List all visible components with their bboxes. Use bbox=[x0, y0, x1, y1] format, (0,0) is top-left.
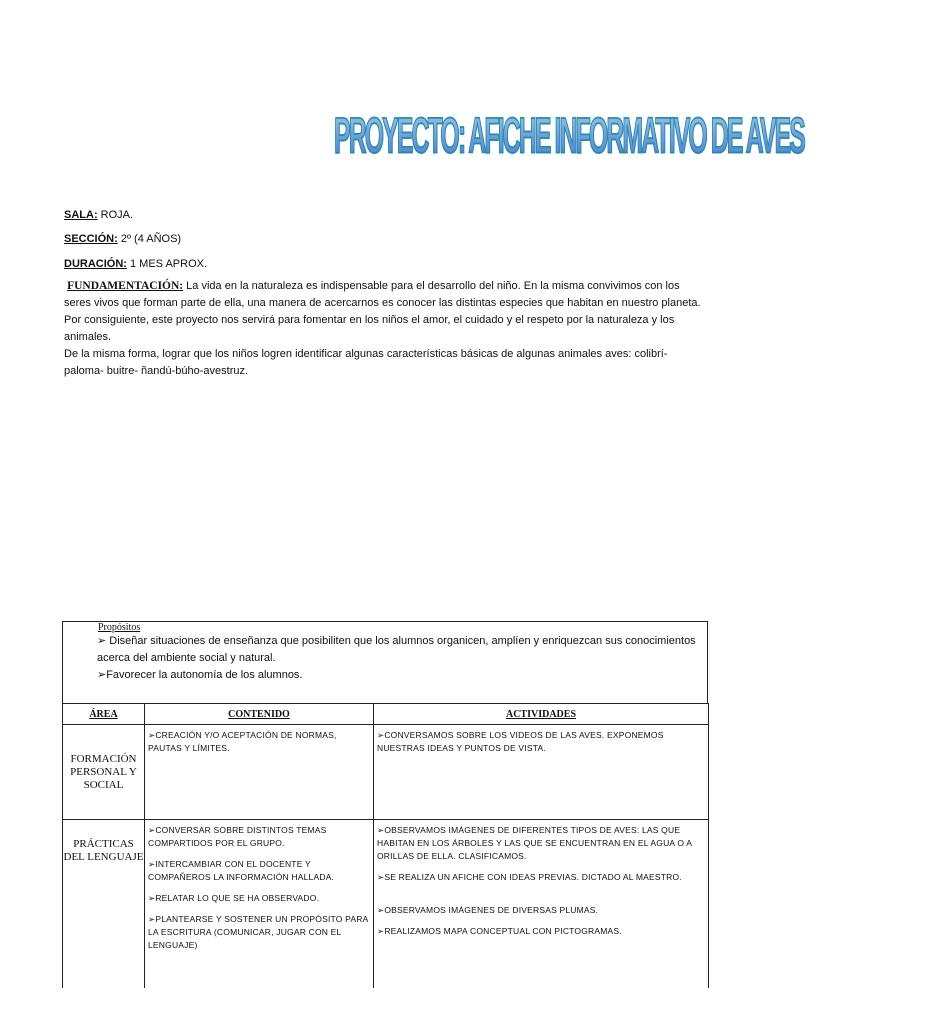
seccion-value: 2º (4 AÑOS) bbox=[117, 233, 182, 245]
seccion-line bbox=[64, 232, 181, 246]
sala-line bbox=[64, 208, 133, 222]
actividades-cell bbox=[374, 820, 709, 989]
fundamentacion-text-1: La vida en la naturaleza es indispensable para el desarrollo del niño. En la misma convivimos con los seres vivos que forman parte de ella, una manera de acercarnos es conocer las distintas especies que habitan en nuestro planeta. bbox=[64, 280, 701, 309]
header-actividades: ACTIVIDADES bbox=[374, 704, 709, 725]
contenido-item: ➢INTERCAMBIAR CON EL DOCENTE Y COMPAÑEROS LA INFORMACIÓN HALLADA. bbox=[148, 859, 335, 882]
area-cell bbox=[63, 820, 145, 989]
propositos-label: Propósitos bbox=[98, 622, 141, 633]
actividades-cell bbox=[374, 725, 709, 820]
fundamentacion-section bbox=[64, 278, 704, 380]
title-wordart: PROYECTO: AFICHE INFORMATIVO DE AVES bbox=[334, 101, 804, 171]
fundamentacion-label: FUNDAMENTACIÓN: bbox=[67, 280, 184, 292]
actividad-item: ➢CONVERSAMOS SOBRE LOS VIDEOS DE LAS AVES. EXPONEMOS NUESTRAS IDEAS Y PUNTOS DE VISTA. bbox=[377, 730, 664, 753]
fundamentacion-paragraph-1 bbox=[64, 278, 704, 312]
duracion-line bbox=[64, 257, 207, 271]
area-cell bbox=[63, 725, 145, 820]
actividad-item: ➢REALIZAMOS MAPA CONCEPTUAL CON PICTOGRAMAS. bbox=[377, 926, 622, 936]
planning-table bbox=[62, 621, 708, 991]
content-grid bbox=[62, 703, 709, 988]
seccion-label: SECCIÓN: bbox=[64, 233, 118, 245]
actividad-item: ➢SE REALIZA UN AFICHE CON IDEAS PREVIAS. DICTADO AL MAESTRO. bbox=[377, 872, 682, 882]
actividad-item: ➢OBSERVAMOS IMÁGENES DE DIFERENTES TIPOS DE AVES: LAS QUE HABITAN EN LOS ÁRBOLES Y LAS QUE SE ENCUENTRAN EN EL AGUA O A ORILLAS DE ELLA. CLASIFICAMOS. bbox=[377, 825, 692, 861]
contenido-item: ➢RELATAR LO QUE SE HA OBSERVADO. bbox=[148, 893, 320, 903]
propositos-box bbox=[62, 621, 708, 704]
area-label: PRÁCTICAS DEL LENGUAJE bbox=[63, 838, 144, 863]
duracion-value: 1 MES APROX. bbox=[126, 258, 208, 270]
actividad-item: ➢OBSERVAMOS IMÁGENES DE DIVERSAS PLUMAS. bbox=[377, 905, 599, 915]
contenido-cell bbox=[145, 725, 374, 820]
duracion-label: DURACIÓN: bbox=[64, 258, 127, 270]
sala-label: SALA: bbox=[64, 209, 98, 221]
area-label: FORMACIÓN PERSONAL Y SOCIAL bbox=[70, 752, 137, 791]
contenido-cell bbox=[145, 820, 374, 989]
table-row bbox=[63, 725, 709, 820]
contenido-item: ➢CREACIÓN Y/O ACEPTACIÓN DE NORMAS, PAUTAS Y LÍMITES. bbox=[148, 730, 337, 753]
fundamentacion-paragraph-3: De la misma forma, lograr que los niños logren identificar algunas características básicas de algunas animales aves: colibrí-paloma- buitre- ñandú-búho-avestruz. bbox=[64, 348, 668, 377]
proposito-item: ➢ Diseñar situaciones de enseñanza que posibiliten que los alumnos organicen, amplíen y enriquezcan sus conocimientos acerca del ambiente social y natural. bbox=[97, 635, 696, 664]
document-title bbox=[190, 108, 804, 180]
fundamentacion-paragraph-2: Por consiguiente, este proyecto nos servirá para fomentar en los niños el amor, el cuidado y el respeto por la naturaleza y los animales. bbox=[64, 314, 675, 343]
header-contenido: CONTENIDO bbox=[145, 704, 374, 725]
sala-value: ROJA. bbox=[97, 209, 134, 221]
table-row bbox=[63, 820, 709, 989]
proposito-item: ➢Favorecer la autonomía de los alumnos. bbox=[97, 669, 303, 681]
contenido-item: ➢PLANTEARSE Y SOSTENER UN PROPÓSITO PARA LA ESCRITURA (COMUNICAR, JUGAR CON EL LENGUAJE) bbox=[148, 914, 368, 950]
contenido-item: ➢CONVERSAR SOBRE DISTINTOS TEMAS COMPARTIDOS POR EL GRUPO. bbox=[148, 825, 327, 848]
header-area: ÁREA bbox=[63, 704, 145, 725]
